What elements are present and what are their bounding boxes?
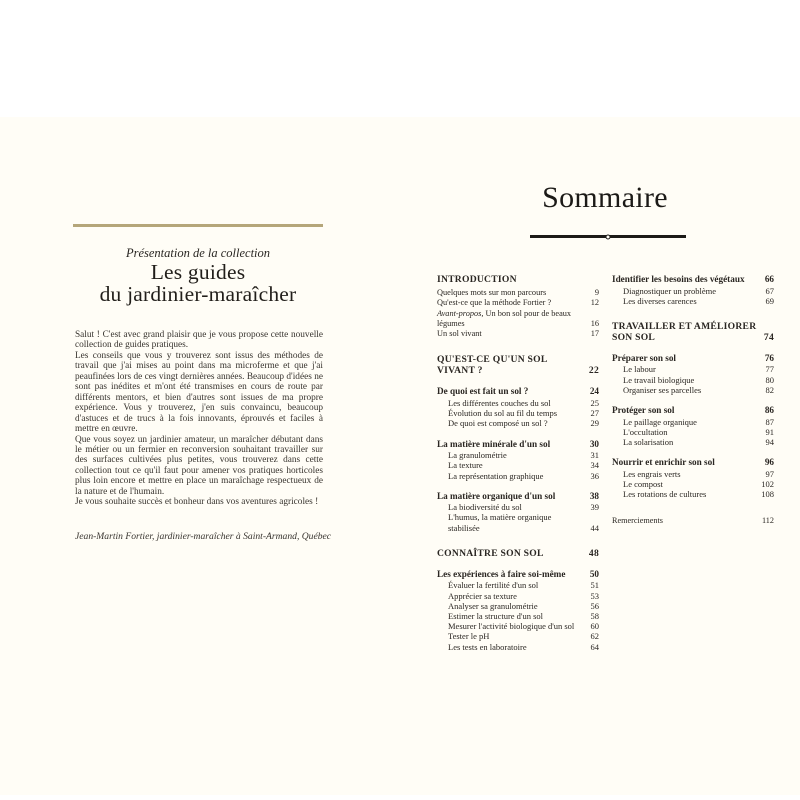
toc-entry-label: Remerciements: [612, 516, 663, 526]
intro-paragraph: Que vous soyez un jardinier amateur, un maraîcher débutant dans le métier ou un fermier en reconversion souhaitant travailler sur des surfaces cultivées plus petites, vous trouverez dans cette collection tout ce qu'il faut pour amener vos pratiques horticoles plus loin encore et mettre en place un maraîchage respectueux de la nature et de l'humain.: [75, 434, 323, 497]
book-spread: [0, 117, 800, 795]
toc-entry-page-number: 96: [764, 457, 774, 468]
toc-entry-label: Apprécier sa texture: [448, 590, 517, 601]
toc-entry-page-number: 51: [590, 580, 599, 591]
toc-entry-page-number: 24: [589, 386, 599, 397]
toc-entry: [612, 321, 774, 343]
toc-entry-label: Évolution du sol au fil du temps: [448, 408, 558, 419]
toc-entry-label: Protéger son sol: [612, 405, 675, 416]
toc-entry-page-number: 48: [588, 547, 599, 559]
author-signature: Jean-Martin Fortier, jardinier-maraîcher à Saint-Armand, Québec: [75, 531, 332, 542]
toc-entry: [437, 580, 599, 590]
toc-entry: [437, 631, 599, 641]
toc-entry: [437, 274, 599, 285]
toc-entry-label: La représentation graphique: [448, 470, 544, 481]
toc-entry: [612, 469, 774, 479]
toc-entry-page-number: 12: [590, 298, 599, 308]
toc-entry: [612, 489, 774, 499]
toc-entry-page-number: 66: [764, 274, 774, 284]
toc-entry-label: Les rotations de cultures: [623, 489, 707, 500]
toc-entry-page-number: 17: [590, 329, 599, 339]
toc-entry: [437, 386, 599, 397]
toc-entry: [437, 601, 599, 611]
toc-entry: [612, 437, 774, 447]
toc-entry-label: Évaluer la fertilité d'un sol: [448, 580, 539, 591]
toc-entry: [612, 296, 774, 306]
toc-entry-label: La texture: [448, 460, 483, 471]
toc-entry-page-number: 9: [594, 288, 599, 297]
toc-entry: [437, 298, 599, 308]
toc-entry-label: Mesurer l'activité biologique d'un sol: [448, 621, 575, 632]
toc-entry: [437, 439, 599, 450]
toc-entry: [612, 417, 774, 427]
toc-entry-label: Estimer la structure d'un sol: [448, 610, 544, 621]
toc-entry: [612, 385, 774, 395]
toc-entry-page-number: 56: [590, 600, 599, 611]
toc-entry-page-number: 80: [765, 374, 774, 385]
toc-entry: [612, 427, 774, 437]
toc-entry: [437, 491, 599, 502]
toc-entry: [437, 642, 599, 652]
toc-entry: [437, 502, 599, 512]
toc-entry-label: TRAVAILLER ET AMÉLIORER SON SOL: [612, 320, 757, 343]
toc-entry-label: La matière minérale d'un sol: [437, 438, 551, 449]
toc-entry-page-number: 22: [588, 365, 599, 377]
toc-entry: [612, 405, 774, 416]
toc-entry-page-number: 102: [761, 478, 774, 489]
toc-entry-label: Les diverses carences: [623, 295, 697, 306]
toc-entry-page-number: 87: [765, 416, 774, 427]
toc-entry: [612, 286, 774, 296]
rule-center-dot: [606, 234, 611, 239]
toc-entry-page-number: 25: [590, 397, 599, 408]
collection-label: Présentation de la collection: [125, 246, 271, 260]
toc-entry-label: La biodiversité du sol: [448, 502, 522, 513]
toc-entry: [437, 354, 599, 376]
toc-entry: [612, 457, 774, 468]
toc-entry: [437, 512, 599, 532]
toc-entry: [437, 398, 599, 408]
toc-entry-page-number: 94: [765, 436, 774, 447]
toc-entry: [437, 329, 599, 339]
toc-entry: [437, 460, 599, 470]
toc-entry-label: Qu'est-ce que la méthode Fortier ?: [437, 298, 552, 308]
collection-title: [38, 261, 358, 305]
toc-entry-page-number: 82: [765, 384, 774, 395]
toc-entry-page-number: 62: [590, 631, 599, 642]
toc-entry-page-number: 58: [590, 610, 599, 621]
toc-entry-page-number: 38: [589, 490, 599, 501]
toc-entry: [437, 471, 599, 481]
toc-entry-page-number: 31: [590, 450, 599, 461]
sommaire-title: Sommaire: [542, 181, 668, 214]
toc-entry-page-number: 36: [590, 470, 599, 481]
collection-title-line2: du jardinier-maraîcher: [99, 282, 297, 306]
toc-entry-label: QU'EST-CE QU'UN SOL VIVANT ?: [437, 354, 547, 377]
toc-entry: [437, 621, 599, 631]
toc-entry: [612, 364, 774, 374]
toc-entry-page-number: 69: [765, 295, 774, 306]
toc-entry-page-number: 60: [590, 621, 599, 632]
toc-column-right: [612, 274, 774, 526]
toc-entry-label: Le labour: [623, 364, 656, 375]
toc-entry-label: Avant-propos, Un bon sol pour de beaux légumes: [437, 308, 572, 328]
toc-entry: [437, 288, 599, 298]
intro-paragraph: Je vous souhaite succès et bonheur dans vos aventures agricoles !: [75, 497, 319, 508]
toc-entry-page-number: 50: [589, 568, 599, 579]
toc-column-left: [437, 274, 599, 652]
toc-entry-label: Préparer son sol: [612, 352, 676, 363]
toc-entry-label: Organiser ses parcelles: [623, 384, 702, 395]
toc-entry-page-number: 91: [765, 426, 774, 437]
toc-entry-label: L'humus, la matière organique stabilisée: [448, 512, 552, 533]
toc-entry-page-number: 86: [764, 405, 774, 416]
toc-entry-label: De quoi est fait un sol ?: [437, 386, 529, 397]
toc-entry: [437, 408, 599, 418]
toc-entry-label: Les tests en laboratoire: [448, 641, 527, 652]
toc-entry: [437, 548, 599, 559]
toc-entry: [612, 479, 774, 489]
toc-entry-label: Diagnostiquer un problème: [623, 285, 717, 296]
toc-entry-page-number: 112: [762, 516, 774, 526]
toc-entry-page-number: 29: [590, 418, 599, 429]
toc-entry-page-number: 97: [765, 468, 774, 479]
toc-entry-page-number: 34: [590, 460, 599, 471]
toc-entry-label: Les expériences à faire soi-même: [437, 568, 566, 579]
toc-entry: [437, 611, 599, 621]
toc-entry-page-number: 64: [590, 641, 599, 652]
right-page: [400, 117, 800, 795]
toc-entry: [612, 516, 774, 526]
toc-entry-label: La granulométrie: [448, 450, 507, 461]
toc-entry-label: Les différentes couches du sol: [448, 397, 551, 408]
toc-entry-page-number: 74: [763, 331, 774, 343]
toc-entry: [437, 418, 599, 428]
toc-entry-page-number: 77: [765, 364, 774, 375]
toc-entry-label: Identifier les besoins des végétaux: [612, 274, 745, 284]
toc-entry-label: La matière organique d'un sol: [437, 490, 556, 501]
toc-entry-label: Nourrir et enrichir son sol: [612, 457, 715, 468]
intro-paragraph: Salut ! C'est avec grand plaisir que je vous propose cette nouvelle collection de guides pratiques.: [75, 330, 323, 351]
toc-entry-page-number: 39: [590, 502, 599, 513]
toc-entry-page-number: 16: [590, 318, 599, 328]
toc-entry: [612, 353, 774, 364]
sommaire-divider-rule: [530, 235, 686, 238]
toc-entry-page-number: 44: [590, 522, 599, 533]
toc-entry-page-number: 53: [590, 590, 599, 601]
toc-entry-label: CONNAÎTRE SON SOL: [437, 547, 544, 559]
toc-entry-label: L'occultation: [623, 426, 668, 437]
toc-entry-page-number: 108: [761, 489, 774, 500]
gold-divider-rule: [73, 224, 323, 227]
toc-entry-label: Le paillage organique: [623, 416, 697, 427]
toc-entry: [437, 450, 599, 460]
toc-entry: [612, 375, 774, 385]
toc-entry: [437, 309, 599, 330]
toc-entry-label: Tester le pH: [448, 631, 490, 642]
toc-entry: [437, 569, 599, 580]
toc-entry-label: INTRODUCTION: [437, 274, 517, 285]
left-page: [0, 117, 400, 795]
toc-entry-label: De quoi est composé un sol ?: [448, 418, 548, 429]
introduction-text: [75, 330, 323, 508]
toc-entry-label: Le compost: [623, 478, 663, 489]
toc-entry-label: Quelques mots sur mon parcours: [437, 288, 547, 297]
toc-entry: [437, 591, 599, 601]
toc-entry-page-number: 67: [765, 285, 774, 296]
toc-entry-label: La solarisation: [623, 436, 674, 447]
toc-entry-page-number: 27: [590, 408, 599, 419]
collection-title-line1: Les guides: [150, 260, 246, 284]
toc-entry-label: Les engrais verts: [623, 468, 681, 479]
toc-entry: [612, 274, 774, 285]
toc-entry-page-number: 76: [764, 352, 774, 363]
toc-entry-label: Analyser sa granulométrie: [448, 600, 538, 611]
toc-entry-label: Le travail biologique: [623, 374, 695, 385]
toc-entry-label: Un sol vivant: [437, 329, 482, 339]
toc-entry-page-number: 30: [589, 438, 599, 449]
intro-paragraph: Les conseils que vous y trouverez sont issus des méthodes de travail que j'ai mises au point dans ma microferme et que j'ai peaufinées lors de ces vingt dernières années. Beaucoup d'idées ne sont pas inédites et m'ont été transmises en cours de route par différents mentors, et bien d'autres sont issues de ma propre expérience. Vous y trouverez, j'en suis convaincu, beaucoup d'astuces et de trucs à la fois innovants, éprouvés et faciles à mettre en œuvre.: [75, 350, 323, 435]
